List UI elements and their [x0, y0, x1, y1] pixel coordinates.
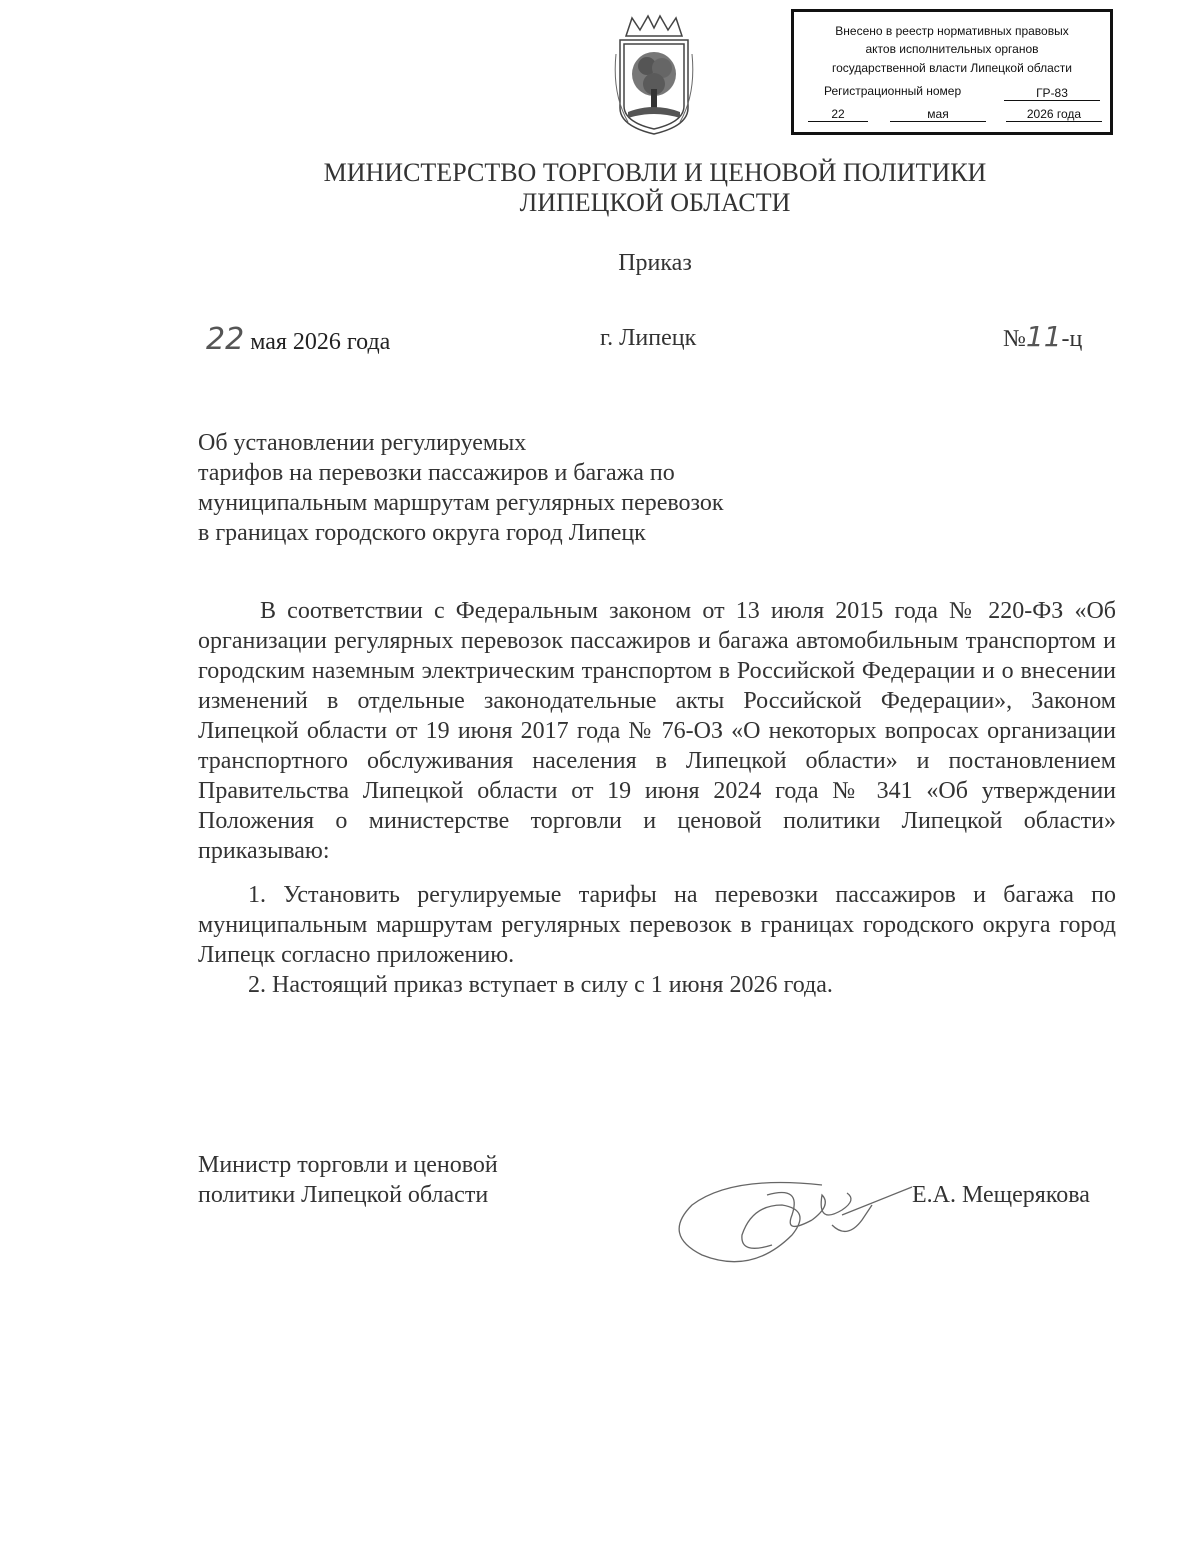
org-line-2: ЛИПЕЦКОЙ ОБЛАСТИ: [519, 188, 791, 217]
coat-of-arms-emblem: [614, 14, 694, 138]
signatory-name: Е.А. Мещерякова: [912, 1182, 1090, 1208]
title-line-1: Об установлении регулируемых: [198, 430, 527, 456]
stamp-reg-number: ГР-83: [1004, 86, 1100, 101]
stamp-line-1: Внесено в реестр нормативных правовых: [835, 24, 1069, 38]
org-line-1: МИНИСТЕРСТВО ТОРГОВЛИ И ЦЕНОВОЙ ПОЛИТИКИ: [323, 158, 987, 187]
stamp-month: мая: [890, 107, 986, 122]
stamp-year: 2026 года: [1006, 107, 1102, 122]
title-line-3: муниципальным маршрутам регулярных перевозок: [198, 490, 724, 516]
document-city: г. Липецк: [600, 325, 697, 351]
order-item-2: 2. Настоящий приказ вступает в силу с 1 июня 2026 года.: [248, 972, 833, 998]
stamp-line-3: государственной власти Липецкой области: [831, 61, 1073, 75]
registry-stamp: [791, 9, 1113, 135]
document-date: [206, 322, 390, 357]
stamp-line-2: актов исполнительных органов: [865, 42, 1039, 56]
number-prefix: №: [1003, 326, 1026, 352]
position-line-2: политики Липецкой области: [198, 1182, 489, 1208]
date-rest: мая 2026 года: [250, 329, 391, 355]
signatory-position: [198, 1150, 498, 1210]
document-title: [198, 428, 724, 548]
number-handwritten: 11: [1025, 320, 1062, 353]
date-day-handwritten: 22: [206, 322, 245, 357]
preamble-paragraph: В соответствии с Федеральным законом от 13 июля 2015 года № 220-ФЗ «Об организации регулярных перевозок пассажиров и багажа автомобильным транспортом и городским наземным электрическим транспортом в Российской Федерации и о внесении изменений в отдельные законодательные акты Российской Федерации», Законом Липецкой области от 19 июня 2017 года № 76-ОЗ «О некоторых вопросах организации транспортного обслуживания населения в Липецкой области» и постановлением Правительства Липецкой области от 19 июня 2024 года № 341 «Об утверждении Положения о министерстве торговли и ценовой политики Липецкой области» приказываю:: [198, 598, 1116, 864]
number-suffix: -ц: [1061, 326, 1083, 352]
handwritten-signature: [672, 1165, 922, 1275]
document-type: Приказ: [618, 250, 692, 276]
title-line-4: в границах городского округа город Липецк: [198, 520, 646, 546]
order-item-1: 1. Установить регулируемые тарифы на перевозки пассажиров и багажа по муниципальным маршрутам регулярных перевозок в границах городского округа город Липецк согласно приложению.: [198, 882, 1116, 968]
stamp-day: 22: [808, 107, 868, 122]
position-line-1: Министр торговли и ценовой: [198, 1152, 498, 1178]
organization-header: [0, 158, 1200, 218]
title-line-2: тарифов на перевозки пассажиров и багажа по: [198, 460, 675, 486]
document-number: [1003, 320, 1082, 353]
stamp-reg-label: Регистрационный номер: [824, 84, 962, 98]
document-body: [198, 596, 1116, 1000]
